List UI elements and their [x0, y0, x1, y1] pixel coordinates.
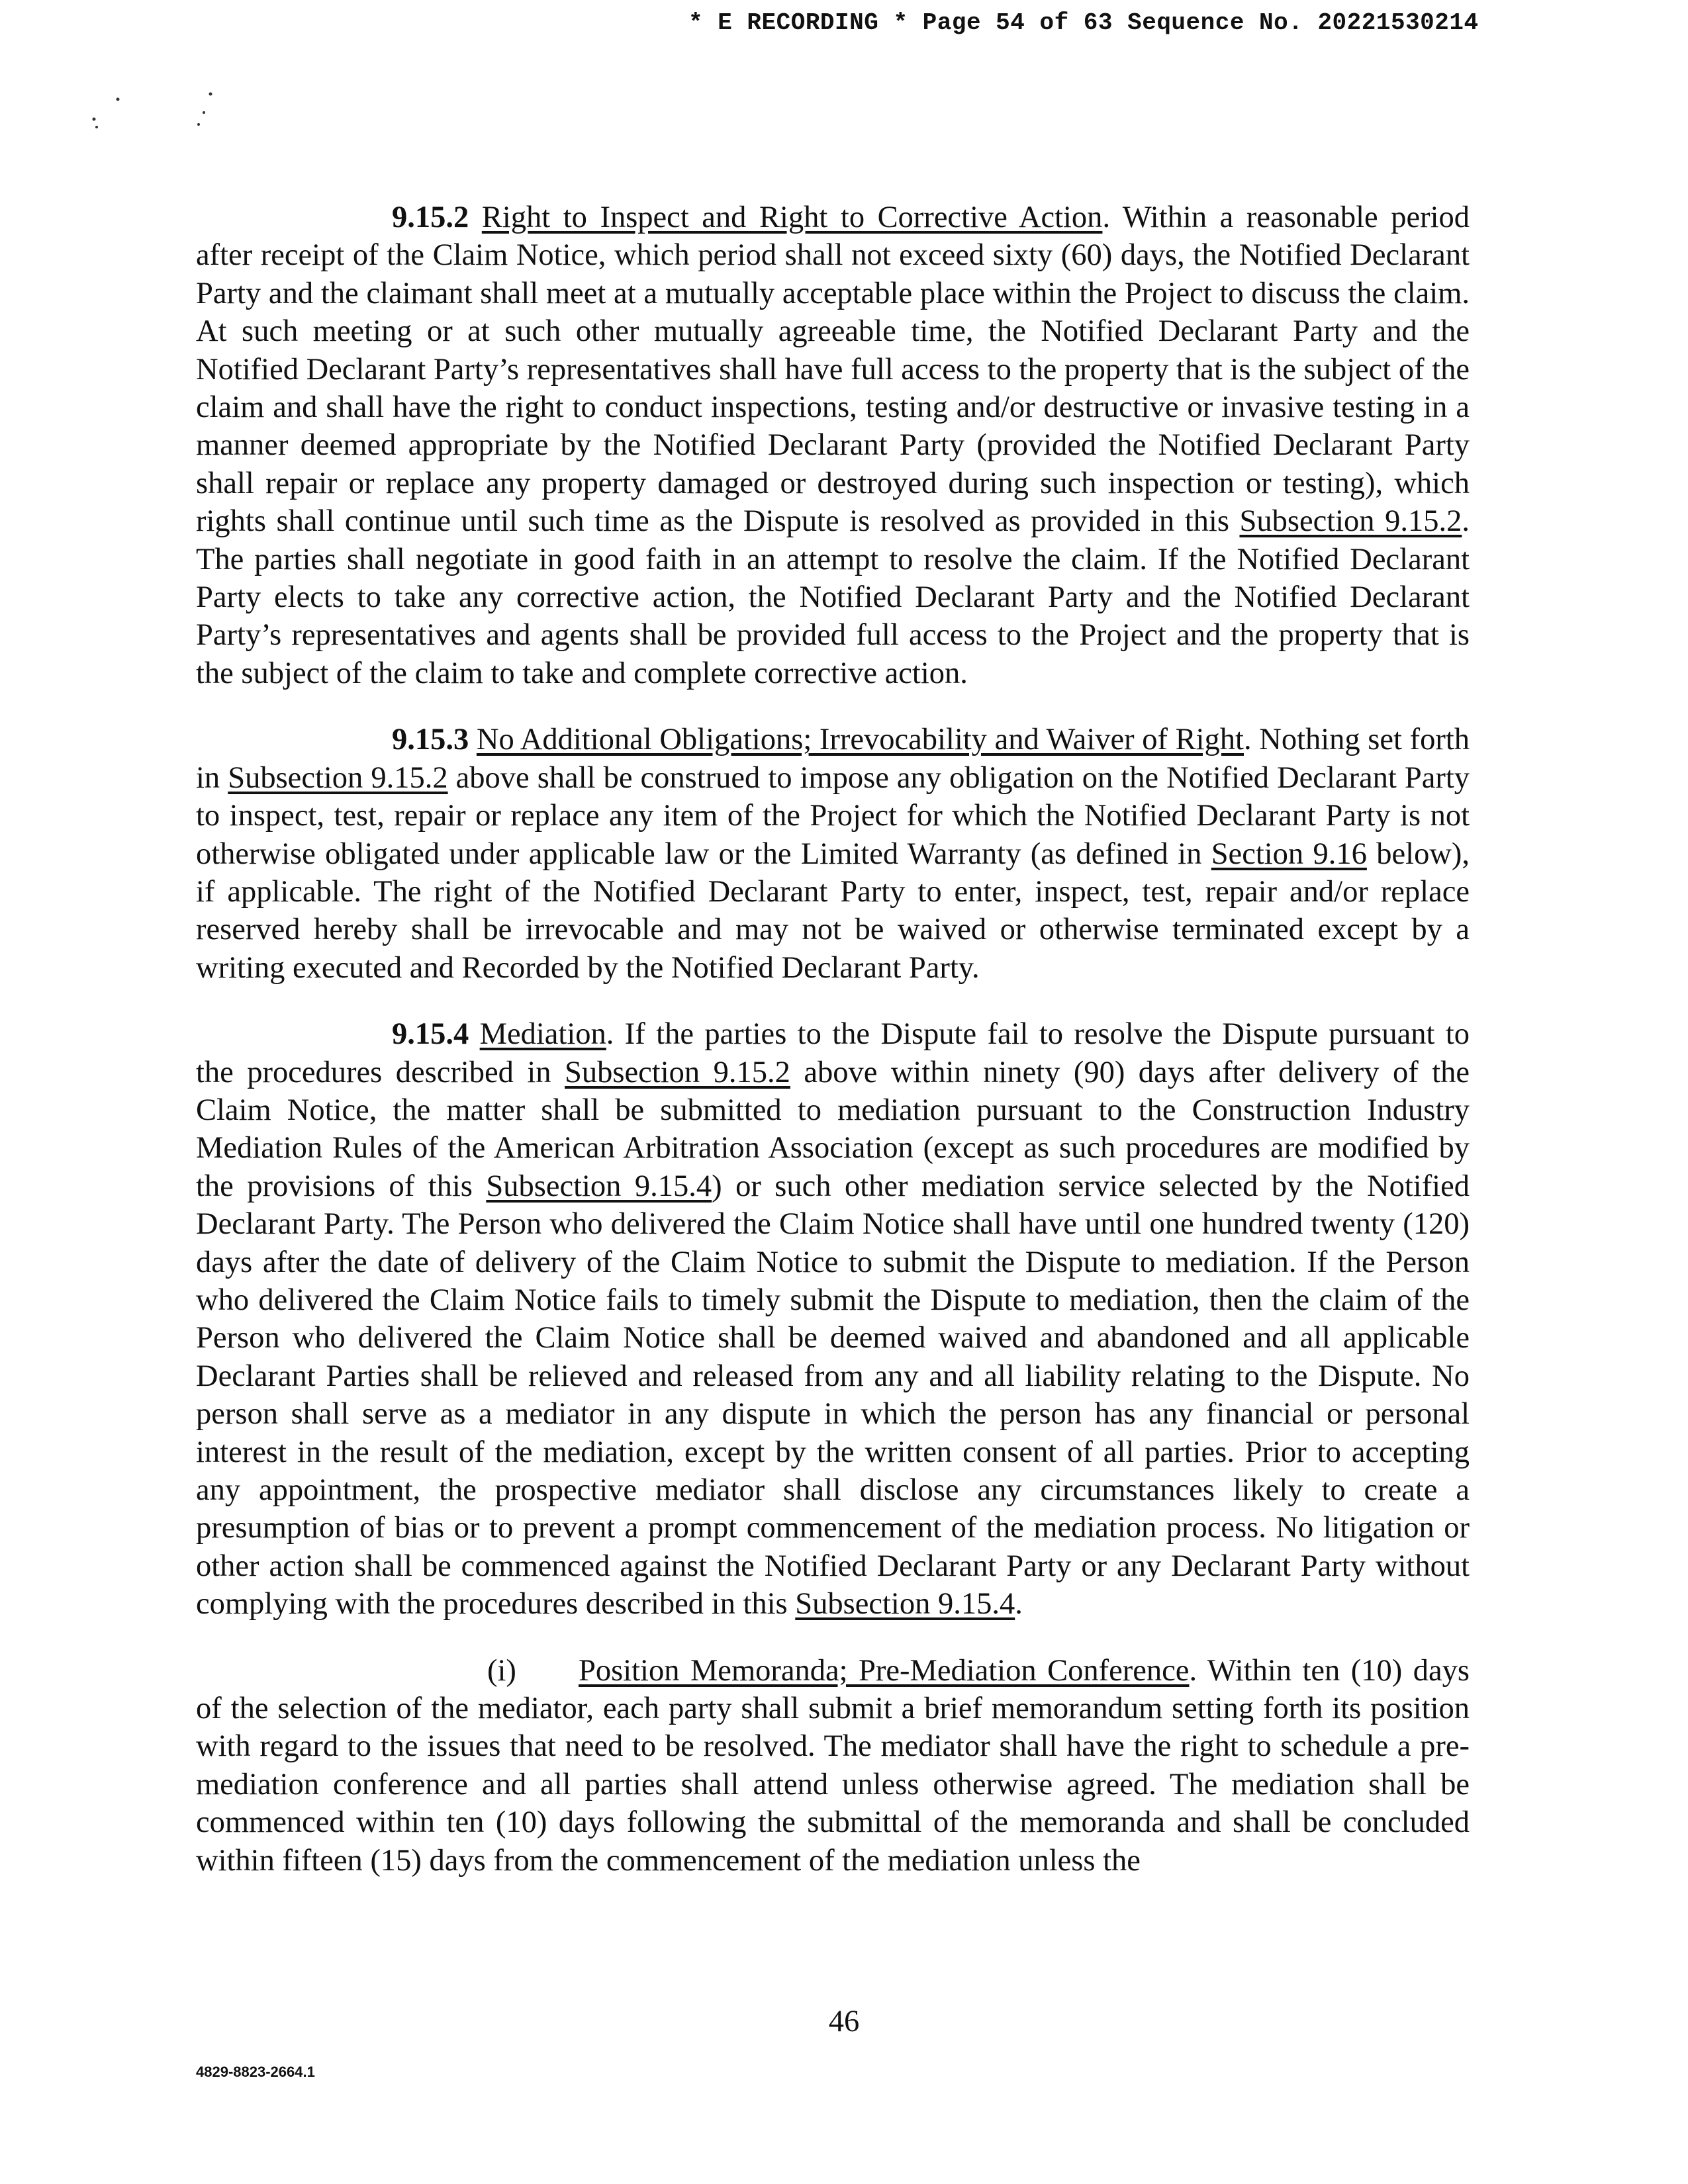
- section-9-15-4: [196, 1015, 1470, 1623]
- section-text: below), if applicable. The right of the Notified Declarant Party to enter, inspect, test, repair and/or replace reserved hereby shall be irrevocable and may not be waived or otherwise terminated except by a writing executed and Recorded by the Notified Declarant Party.: [196, 837, 1470, 985]
- cross-reference: Subsection 9.15.2: [565, 1055, 790, 1089]
- subsection-heading: Position Memoranda; Pre-Mediation Conference: [579, 1653, 1190, 1688]
- section-9-15-2: [196, 199, 1470, 692]
- section-number: 9.15.4: [392, 1017, 469, 1052]
- section-text: . Within a reasonable period after receipt of the Claim Notice, which period shall not exceed sixty (60) days, the Notified Declarant Party and the claimant shall meet at a mutually acceptable place within the Project to discuss the claim. At such meeting or at such other mutually agreeable time, the Notified Declarant Party and the Notified Declarant Party’s representatives shall have full access to the property that is the subject of the claim and shall have the right to conduct inspections, testing and/or destructive or invasive testing in a manner deemed appropriate by the Notified Declarant Party (provided the Notified Declarant Party shall repair or replace any property damaged or destroyed during such inspection or testing), which rights shall continue until such time as the Dispute is resolved as provided in this: [196, 201, 1470, 539]
- section-text: ) or such other mediation service selected by the Notified Declarant Party. The Person who delivered the Claim Notice shall have until one hundred twenty (120) days after the date of delivery of the Claim Notice to submit the Dispute to mediation. If the Person who delivered the Claim Notice fails to timely submit the Dispute to mediation, then the claim of the Person who delivered the Claim Notice shall be deemed waived and abandoned and all applicable Declarant Parties shall be relieved and released from any and all liability relating to the Dispute. No person shall serve as a mediator in any dispute in which the person has any financial or personal interest in the result of the mediation, except by the written consent of all parties. Prior to accepting any appointment, the prospective mediator shall disclose any circumstances likely to create a presumption of bias or to prevent a prompt commencement of the mediation process. No litigation or other action shall be commenced against the Notified Declarant Party or any Declarant Party without complying with the procedures described in this: [196, 1169, 1470, 1621]
- subsection-i: [196, 1652, 1470, 1880]
- section-text: above shall be construed to impose any obligation on the Notified Declarant Party to inspect, test, repair or replace any item of the Project for which the Notified Declarant Party is not otherwise obligated under applicable law or the Limited Warranty (as defined in: [196, 760, 1470, 871]
- cross-reference: Subsection 9.15.2: [228, 760, 448, 795]
- cross-reference: Subsection 9.15.4: [486, 1169, 712, 1203]
- section-number: 9.15.3: [392, 723, 469, 757]
- section-heading: Right to Inspect and Right to Corrective Action: [481, 201, 1103, 234]
- subsection-number: (i): [487, 1653, 516, 1688]
- section-heading: Mediation: [479, 1017, 606, 1052]
- section-heading: No Additional Obligations; Irrevocability and Waiver of Right: [476, 723, 1244, 757]
- section-text: above within ninety (90) days after delivery of the Claim Notice, the matter shall be submitted to mediation pursuant to the Construction Industry Mediation Rules of the American Arbitration Association (except as such procedures are modified by the provisions of this: [196, 1055, 1470, 1203]
- section-text: . The parties shall negotiate in good faith in an attempt to resolve the claim. If the Notified Declarant Party elects to take any corrective action, the Notified Declarant Party and the Notified Declarant Party’s representatives and agents shall be provided full access to the Project and the property that is the subject of the claim to take and complete corrective action.: [196, 504, 1470, 690]
- recording-header: * E RECORDING * Page 54 of 63 Sequence No. 20221530214: [688, 9, 1479, 36]
- section-number: 9.15.2: [392, 201, 469, 234]
- subsection-text: . Within ten (10) days of the selection of the mediator, each party shall submit a brief memorandum setting forth its position with regard to the issues that need to be resolved. The mediator shall have the right to schedule a pre-mediation conference and all parties shall attend unless otherwise agreed. The mediation shall be commenced within ten (10) days following the submittal of the memoranda and shall be concluded within fifteen (15) days from the commencement of the mediation unless the: [196, 1653, 1470, 1878]
- cross-reference: Subsection 9.15.4: [795, 1587, 1015, 1621]
- cross-reference: Section 9.16: [1211, 837, 1367, 871]
- section-text: . If the parties to the Dispute fail to resolve the Dispute pursuant to the procedures described in: [196, 1017, 1470, 1089]
- document-body: [196, 199, 1470, 1908]
- section-9-15-3: [196, 721, 1470, 987]
- scan-specks-icon: [86, 86, 232, 139]
- document-id: 4829-8823-2664.1: [196, 2064, 315, 2080]
- section-text: .: [1015, 1587, 1023, 1621]
- page-number: 46: [828, 2005, 860, 2038]
- cross-reference: Subsection 9.15.2: [1239, 504, 1462, 539]
- section-text: . Nothing set forth in: [196, 723, 1470, 795]
